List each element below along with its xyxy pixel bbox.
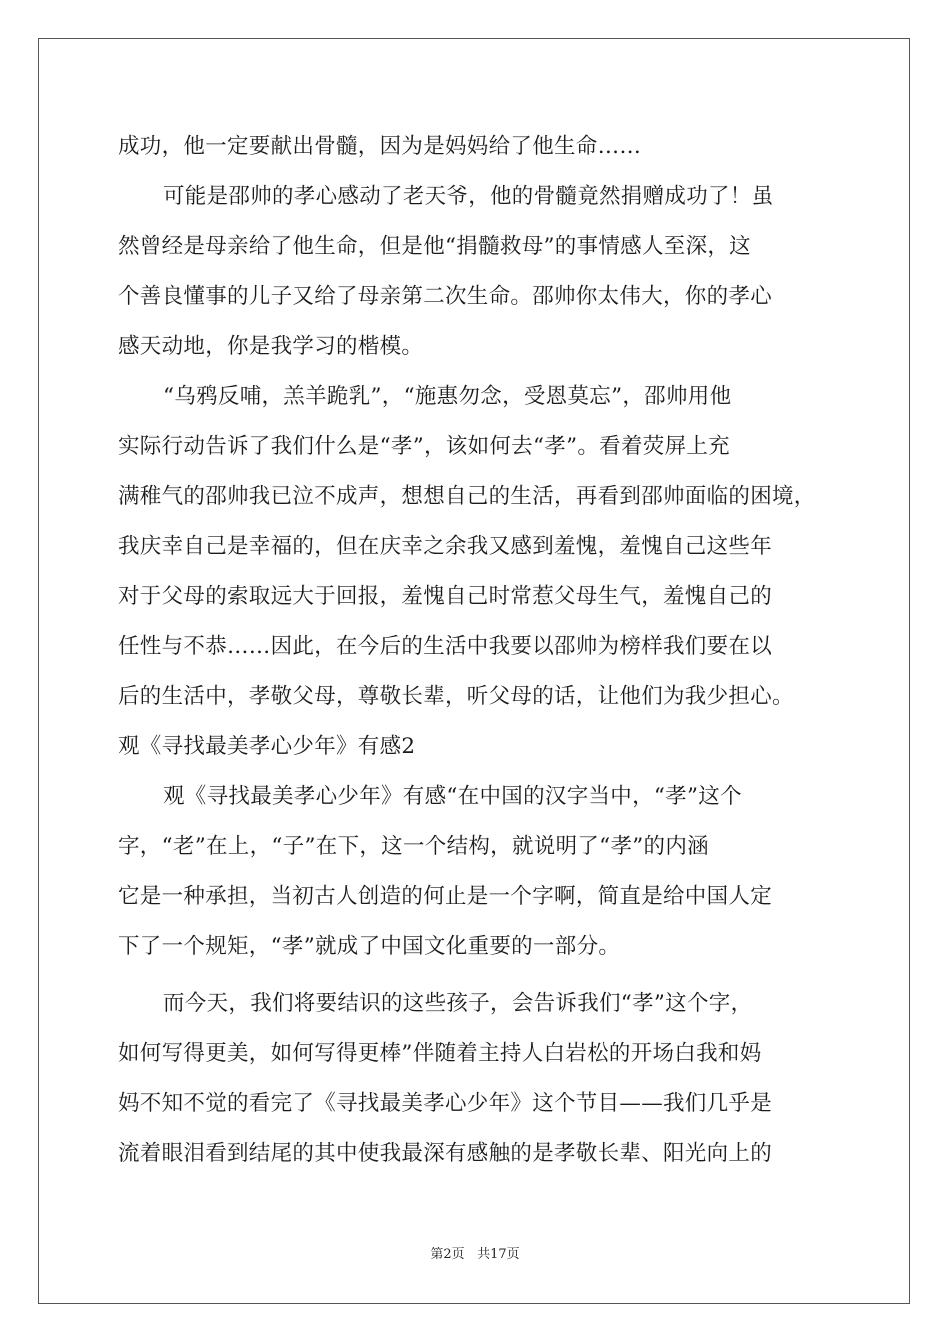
text-line: 后的生活中，孝敬父母，尊敬长辈，听父母的话，让他们为我少担心。 [118,684,794,709]
text-line: 下了一个规矩，“孝”就成了中国文化重要的一部分。 [118,934,621,959]
page-number: 第2页 [430,1247,465,1262]
text-line: 成功，他一定要献出骨髓，因为是妈妈给了他生命…… [118,134,642,159]
page-total: 共17页 [477,1247,520,1262]
text-line: 任性与不恭……因此，在今后的生活中我要以邵帅为榜样我们要在以 [118,634,773,659]
text-line: 流着眼泪看到结尾的其中使我最深有感触的是孝敬长辈、阳光向上的 [118,1141,773,1166]
text-line: 个善良懂事的儿子又给了母亲第二次生命。邵帅你太伟大，你的孝心 [118,284,773,309]
text-line: 我庆幸自己是幸福的，但在庆幸之余我又感到羞愧，羞愧自己这些年 [118,534,773,559]
paragraph-start-line: 而今天，我们将要结识的这些孩子，会告诉我们“孝”这个字， [163,991,753,1016]
text-line: 对于父母的索取远大于回报，羞愧自己时常惹父母生气，羞愧自己的 [118,584,773,609]
text-line: 字，“老”在上，“子”在下，这一个结构，就说明了“孝”的内涵 [118,834,709,859]
text-line: 如何写得更美，如何写得更棒”伴随着主持人白岩松的开场白我和妈 [118,1041,762,1066]
page-footer [0,1246,950,1264]
text-line: 感天动地，你是我学习的楷模。 [118,334,424,359]
text-line: 满稚气的邵帅我已泣不成声，想想自己的生活，再看到邵帅面临的困境， [118,484,816,509]
paragraph-start-line: 可能是邵帅的孝心感动了老天爷，他的骨髓竟然捐赠成功了！虽 [163,184,774,209]
text-line: 妈不知不觉的看完了《寻找最美孝心少年》这个节目——我们几乎是 [118,1091,773,1116]
paragraph-start-line: 观《寻找最美孝心少年》有感“在中国的汉字当中，“孝”这个 [163,784,742,809]
paragraph-start-line: “乌鸦反哺，羔羊跪乳”，“施惠勿念，受恩莫忘”，邵帅用他 [163,384,732,409]
text-line: 然曾经是母亲给了他生命，但是他“捐髓救母”的事情感人至深，这 [118,234,751,259]
section-heading: 观《寻找最美孝心少年》有感2 [118,734,416,759]
text-line: 它是一种承担，当初古人创造的何止是一个字啊，简直是给中国人定 [118,884,773,909]
text-line: 实际行动告诉了我们什么是“孝”，该如何去“孝”。看着荧屏上充 [118,434,730,459]
document-body [118,122,838,1179]
